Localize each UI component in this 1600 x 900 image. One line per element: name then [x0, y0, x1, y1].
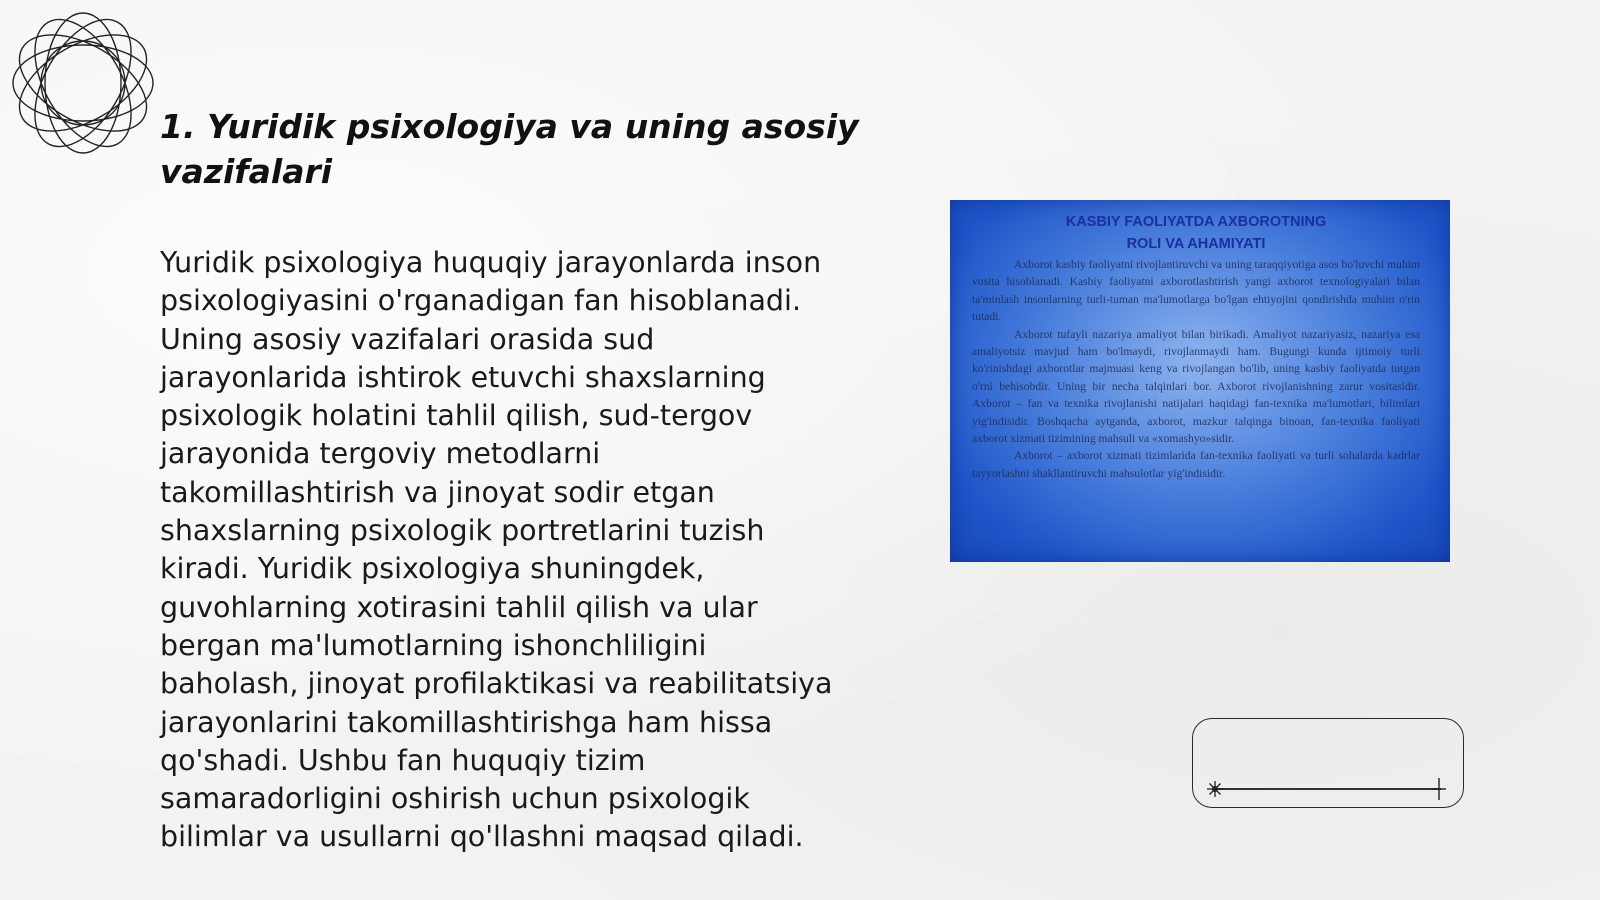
cross-tick-icon	[1429, 777, 1449, 801]
logo-ring-ellipse	[8, 15, 158, 151]
logo-ring-ellipse	[15, 8, 151, 158]
doc-paragraph-2: Axborot tufayli nazariya amaliyot bilan birikadi. Amaliyot nazariyasiz, nazariya esa amaliyotsiz mavjud ham bo'lmaydi, rivojlanmaydi ham. Bugungi kunda ijtimoiy turli ko'rinishdagi axborotlar majmuasi keng va rivojlangan bo'lib, uning kasbiy faoliyatda tutgan o'rni behisobdir. Uning bir necha talqinlari bor. Axborot rivojlanishning zarur vositasidir. Axborot – fan va texnika rivojlanishi natijalari haqidagi fan-texnika ma'lumotlari, bilimlari yig'indisidir. Boshqacha aytganda, axborot, mazkur talqinga binoan, fan-texnika faoliyati axborot xizmati tizimining mahsuli va «xomashyo»sidir.	[972, 327, 1420, 446]
rings-logo-icon	[8, 8, 158, 158]
logo-ring-ellipse	[45, 13, 121, 153]
logo-ring-ellipse	[15, 8, 151, 158]
slider-track	[1215, 788, 1441, 790]
slide-title: 1. Yuridik psixologiya va uning asosiy vazifalari	[160, 107, 859, 191]
doc-paragraph-1: Axborot kasbiy faoliyatni rivojlantiruvchi va uning taraqqiyotiga asos bo'luvchi muhim vosita hisoblanadi. Kasbiy faoliyatni axborotlashtirish yangi axborot texnologiyalari bilan ta'minlash insonlarning turli-tuman ma'lumotlarga bo'lgan ehtiyojini qondirishda muhim o'rin tutadi.	[972, 258, 1420, 324]
logo-ring-ellipse	[13, 45, 153, 121]
sparkle-icon	[1205, 779, 1225, 799]
logo-ring-ellipse	[8, 15, 158, 151]
doc-paragraph-3: Axborot – axborot xizmati tizimlarida fan-texnika faoliyati va turli sohalarda kadrlar tayyorlashni shakllantiruvchi mahsulotlar yig'indisidir.	[972, 449, 1420, 480]
slide-body-text: Yuridik psixologiya huquqiy jarayonlarda inson psixologiyasini o'rganadigan fan hisoblanadi. Uning asosiy vazifalari orasida sud jarayonlarida ishtirok etuvchi shaxslarning psixologik holatini tahlil qilish, sud-tergov jarayonida tergoviy metodlarni takomillashtirish va jinoyat sodir etgan shaxslarning psixologik portretlarini tuzish kiradi. Yuridik psixologiya shuningdek, guvohlarning xotirasini tahlil qilish va ular bergan ma'lumotlarning ishonchliligini baholash, jinoyat profilaktikasi va reabilitatsiya jarayonlarini takomillashtirishga ham hissa qo'shadi. Ushbu fan huquqiy tizim samaradorligini oshirish uchun psixologik bilimlar va usullarni qo'llashni maqsad qiladi.	[160, 246, 833, 854]
decorative-slider-frame	[1192, 718, 1464, 808]
doc-heading-line2: ROLI VA AHAMIYATI	[1126, 236, 1266, 252]
doc-heading-line1: KASBIY FAOLIYATDA AXBOROTNING	[1065, 214, 1327, 230]
document-scan-image	[950, 200, 1450, 562]
